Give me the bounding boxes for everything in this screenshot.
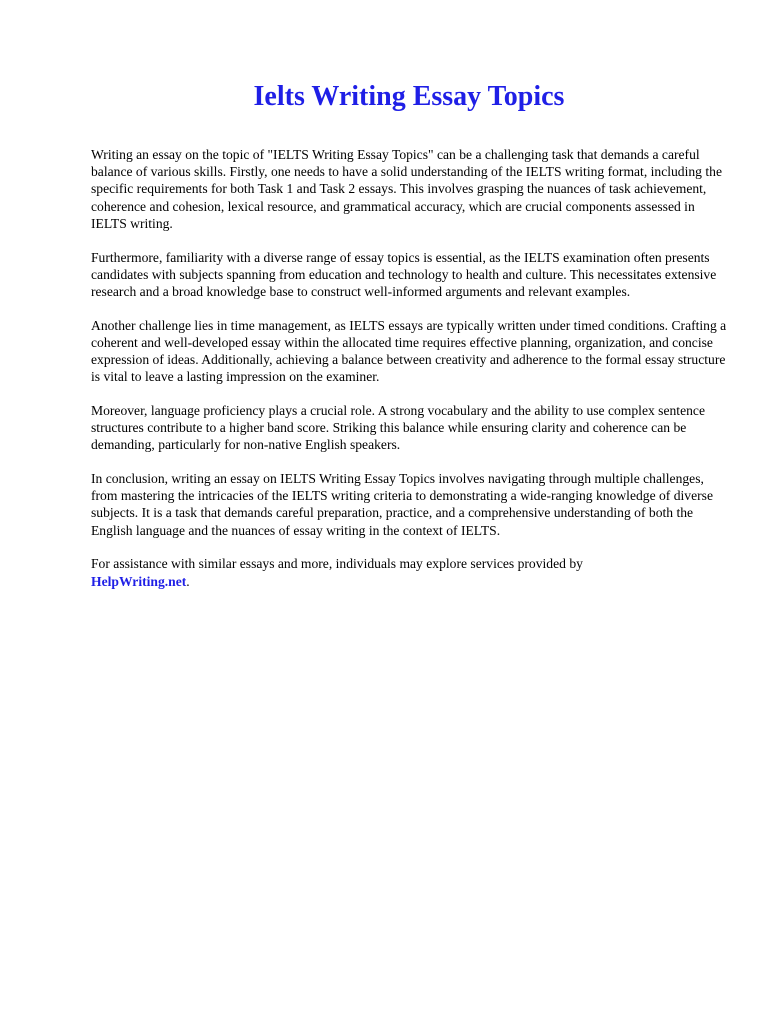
closing-text: For assistance with similar essays and more, individuals may explore services provided by [91,556,583,572]
paragraph-5: In conclusion, writing an essay on IELTS Writing Essay Topics involves navigating through multiple challenges, from mastering the intricacies of the IELTS writing criteria to demonstrating a wide-ranging knowledge of diverse subjects. It is a task that demands careful preparation, practice, and a comprehensive understanding of both the English language and the nuances of essay writing in the context of IELTS. [91,471,713,538]
closing-suffix: . [186,573,190,589]
paragraph-4: Moreover, language proficiency plays a crucial role. A strong vocabulary and the ability to use complex sentence structures contribute to a higher band score. Striking this balance while ensuring clarity and coherence can be demanding, particularly for non-native English speakers. [91,402,705,453]
paragraph-3: Another challenge lies in time management, as IELTS essays are typically written under timed conditions. Crafting a coherent and well-developed essay within the allocated time requires effective planning, organization, and concise expression of ideas. Additionally, achieving a balance between creativity and adherence to the formal essay structure is vital to leave a lasting impression on the examiner. [91,317,727,385]
document-body [91,146,731,606]
closing-paragraph [91,555,731,589]
paragraph-2: Furthermore, familiarity with a diverse range of essay topics is essential, as the IELTS examination often presents candidates with subjects spanning from education and technology to health and culture. This necessitates extensive research and a broad knowledge base to construct well-informed arguments and relevant examples. [91,249,717,299]
paragraph-1: Writing an essay on the topic of "IELTS Writing Essay Topics" can be a challenging task that demands a careful balance of various skills. Firstly, one needs to have a solid understanding of the IELTS writing format, including the specific requirements for both Task 1 and Task 2 essays. This involves grasping the nuances of task achievement, coherence and cohesion, lexical resource, and grammatical accuracy, which are crucial components assessed in IELTS writing. [91,147,722,231]
helpwriting-link[interactable]: HelpWriting.net [91,573,187,589]
page-title: Ielts Writing Essay Topics [253,81,565,112]
